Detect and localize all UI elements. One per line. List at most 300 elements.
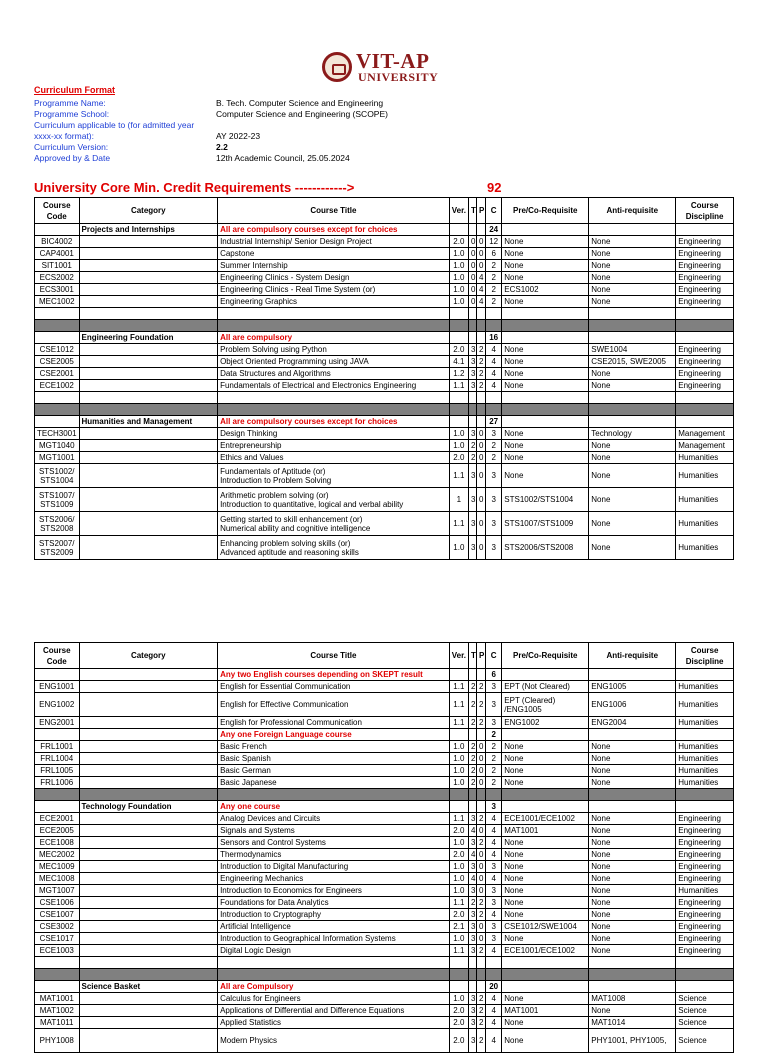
course-code: PHY1008 (35, 1029, 80, 1053)
blank-cell (486, 392, 502, 404)
practical-hours: 2 (477, 993, 486, 1005)
divider-cell (486, 789, 502, 801)
credits: 4 (486, 368, 502, 380)
anti-requisite: None (589, 777, 676, 789)
course-code (35, 416, 80, 428)
blank-cell (449, 729, 468, 741)
course-discipline: Humanities (676, 885, 734, 897)
credits: 4 (486, 380, 502, 392)
course-discipline: Management (676, 440, 734, 452)
version: 1.0 (449, 837, 468, 849)
blank-cell (676, 392, 734, 404)
course-title: Introduction to Cryptography (218, 909, 450, 921)
category-note: Any one course (218, 801, 450, 813)
credits: 2 (486, 741, 502, 753)
anti-requisite: CSE2015, SWE2005 (589, 356, 676, 368)
category-credits: 27 (486, 416, 502, 428)
credits: 3 (486, 464, 502, 488)
blank-cell (468, 801, 476, 813)
anti-requisite: None (589, 1005, 676, 1017)
practical-hours: 0 (477, 765, 486, 777)
blank-cell (79, 308, 218, 320)
category-name (79, 813, 218, 825)
anti-requisite: None (589, 380, 676, 392)
version: 1.0 (449, 993, 468, 1005)
category-note: All are compulsory courses except for choices (218, 416, 450, 428)
course-code: FRL1004 (35, 753, 80, 765)
blank-cell (589, 416, 676, 428)
course-code: FRL1001 (35, 741, 80, 753)
category-name (79, 248, 218, 260)
theory-hours: 2 (468, 717, 476, 729)
meta-value: B. Tech. Computer Science and Engineering (216, 98, 384, 108)
anti-requisite: None (589, 464, 676, 488)
practical-hours: 0 (477, 512, 486, 536)
version: 1.0 (449, 248, 468, 260)
category-name: Science Basket (79, 981, 218, 993)
version: 2.1 (449, 921, 468, 933)
anti-requisite: MAT1008 (589, 993, 676, 1005)
prerequisite: STS2006/STS2008 (502, 536, 589, 560)
meta-value: AY 2022-23 (216, 131, 261, 141)
category-note: Any two English courses depending on SKEPT result (218, 669, 450, 681)
course-code: ECE1002 (35, 380, 80, 392)
category-note: All are compulsory courses except for choices (218, 224, 450, 236)
column-header: Anti-requisite (589, 198, 676, 224)
course-discipline: Engineering (676, 933, 734, 945)
theory-hours: 4 (468, 873, 476, 885)
theory-hours: 4 (468, 825, 476, 837)
credits: 2 (486, 765, 502, 777)
blank-cell (589, 981, 676, 993)
prerequisite: None (502, 428, 589, 440)
prerequisite: None (502, 380, 589, 392)
category-name (79, 993, 218, 1005)
practical-hours: 2 (477, 380, 486, 392)
blank-cell (35, 392, 80, 404)
meta-label: Approved by & Date (34, 153, 111, 163)
version: 1.0 (449, 777, 468, 789)
course-code (35, 981, 80, 993)
course-row (35, 741, 734, 753)
course-row (35, 717, 734, 729)
version: 2.0 (449, 1005, 468, 1017)
core-credit-requirement (34, 180, 504, 198)
blank-cell (218, 308, 450, 320)
course-discipline: Engineering (676, 813, 734, 825)
course-code: ENG2001 (35, 717, 80, 729)
course-code: SIT1001 (35, 260, 80, 272)
column-header: Course Title (218, 198, 450, 224)
credits: 3 (486, 681, 502, 693)
category-name (79, 873, 218, 885)
course-discipline: Engineering (676, 897, 734, 909)
course-code: MEC1002 (35, 296, 80, 308)
credits: 4 (486, 825, 502, 837)
prerequisite: None (502, 861, 589, 873)
course-row (35, 440, 734, 452)
course-code: STS1002/ STS1004 (35, 464, 80, 488)
credits: 2 (486, 777, 502, 789)
course-title: Summer Internship (218, 260, 450, 272)
course-row (35, 813, 734, 825)
prerequisite: None (502, 993, 589, 1005)
credits: 2 (486, 296, 502, 308)
divider-cell (468, 789, 476, 801)
practical-hours: 2 (477, 344, 486, 356)
divider-cell (589, 969, 676, 981)
practical-hours: 0 (477, 236, 486, 248)
course-code (35, 224, 80, 236)
blank-cell (477, 308, 486, 320)
course-code: MGT1040 (35, 440, 80, 452)
course-discipline: Humanities (676, 765, 734, 777)
theory-hours: 2 (468, 777, 476, 789)
blank-cell (589, 332, 676, 344)
divider-cell (79, 320, 218, 332)
version: 1.1 (449, 813, 468, 825)
course-code: MGT1007 (35, 885, 80, 897)
category-name (79, 717, 218, 729)
course-discipline: Humanities (676, 452, 734, 464)
divider-cell (35, 320, 80, 332)
anti-requisite: PHY1001, PHY1005, (589, 1029, 676, 1053)
meta-value: 12th Academic Council, 25.05.2024 (216, 153, 350, 163)
anti-requisite: None (589, 248, 676, 260)
anti-requisite: Technology (589, 428, 676, 440)
version: 1.1 (449, 464, 468, 488)
blank-cell (486, 957, 502, 969)
version: 1.1 (449, 717, 468, 729)
blank-cell (502, 729, 589, 741)
category-name (79, 753, 218, 765)
anti-requisite: None (589, 260, 676, 272)
course-row (35, 296, 734, 308)
version: 1.0 (449, 536, 468, 560)
blank-cell (79, 392, 218, 404)
course-code: ECE2001 (35, 813, 80, 825)
prerequisite: MAT1001 (502, 825, 589, 837)
course-row (35, 693, 734, 717)
anti-requisite: None (589, 909, 676, 921)
blank-cell (449, 224, 468, 236)
course-discipline: Science (676, 1029, 734, 1053)
practical-hours: 0 (477, 536, 486, 560)
prerequisite: ECS1002 (502, 284, 589, 296)
category-name (79, 729, 218, 741)
course-row (35, 248, 734, 260)
divider-cell (449, 404, 468, 416)
course-row (35, 428, 734, 440)
version: 1.1 (449, 681, 468, 693)
category-credits: 24 (486, 224, 502, 236)
course-discipline: Management (676, 428, 734, 440)
anti-requisite: None (589, 849, 676, 861)
course-discipline: Engineering (676, 837, 734, 849)
course-title: Ethics and Values (218, 452, 450, 464)
divider-cell (676, 789, 734, 801)
course-discipline: Engineering (676, 873, 734, 885)
practical-hours: 2 (477, 813, 486, 825)
course-title: Capstone (218, 248, 450, 260)
blank-cell (449, 669, 468, 681)
course-code: CSE1017 (35, 933, 80, 945)
column-header: Category (79, 643, 218, 669)
course-code: MEC2002 (35, 849, 80, 861)
version: 1.0 (449, 753, 468, 765)
course-title: Digital Logic Design (218, 945, 450, 957)
prerequisite: None (502, 753, 589, 765)
practical-hours: 0 (477, 464, 486, 488)
theory-hours: 3 (468, 933, 476, 945)
theory-hours: 3 (468, 488, 476, 512)
divider-cell (449, 320, 468, 332)
course-title: Modern Physics (218, 1029, 450, 1053)
column-header: T (468, 643, 476, 669)
blank-cell (449, 981, 468, 993)
column-header: C (486, 643, 502, 669)
divider-cell (502, 789, 589, 801)
divider-cell (218, 969, 450, 981)
category-note: All are Compulsory (218, 981, 450, 993)
theory-hours: 3 (468, 464, 476, 488)
course-code: BIC4002 (35, 236, 80, 248)
category-name (79, 681, 218, 693)
course-code: ECS2002 (35, 272, 80, 284)
course-code: CSE1012 (35, 344, 80, 356)
meta-label: Programme School: (34, 109, 110, 119)
course-code: MEC1008 (35, 873, 80, 885)
course-title: Artificial Intelligence (218, 921, 450, 933)
version: 2.0 (449, 236, 468, 248)
blank-cell (449, 801, 468, 813)
prerequisite: None (502, 1029, 589, 1053)
course-row (35, 945, 734, 957)
course-row (35, 236, 734, 248)
logo-subtitle: UNIVERSITY (358, 70, 439, 84)
anti-requisite: ENG1006 (589, 693, 676, 717)
course-discipline: Humanities (676, 741, 734, 753)
version: 1.0 (449, 260, 468, 272)
blank-cell (477, 332, 486, 344)
credits: 4 (486, 1029, 502, 1053)
credits: 4 (486, 873, 502, 885)
blank-cell (502, 224, 589, 236)
course-row (35, 512, 734, 536)
divider-cell (477, 320, 486, 332)
category-name (79, 1017, 218, 1029)
course-code: STS1007/ STS1009 (35, 488, 80, 512)
divider-cell (449, 969, 468, 981)
credits: 3 (486, 885, 502, 897)
prerequisite: None (502, 356, 589, 368)
logo-title: VIT-AP (356, 49, 430, 73)
course-row (35, 1005, 734, 1017)
meta-row (34, 153, 434, 164)
category-credits: 6 (486, 669, 502, 681)
course-row (35, 825, 734, 837)
theory-hours: 2 (468, 440, 476, 452)
course-row (35, 873, 734, 885)
course-title: Analog Devices and Circuits (218, 813, 450, 825)
course-title: Basic French (218, 741, 450, 753)
category-name: Technology Foundation (79, 801, 218, 813)
meta-row (34, 109, 434, 120)
section-divider (35, 789, 734, 801)
course-title: Getting started to skill enhancement (or) Numerical ability and cognitive intelligence (218, 512, 450, 536)
category-credits: 16 (486, 332, 502, 344)
course-row (35, 849, 734, 861)
theory-hours: 4 (468, 849, 476, 861)
course-discipline: Humanities (676, 693, 734, 717)
course-row (35, 885, 734, 897)
theory-hours: 0 (468, 296, 476, 308)
course-code: ECE1008 (35, 837, 80, 849)
course-row (35, 765, 734, 777)
course-code: CSE1007 (35, 909, 80, 921)
course-title: Introduction to Geographical Information Systems (218, 933, 450, 945)
anti-requisite: None (589, 813, 676, 825)
credits: 4 (486, 909, 502, 921)
divider-cell (79, 404, 218, 416)
divider-cell (676, 404, 734, 416)
course-code: CSE2001 (35, 368, 80, 380)
anti-requisite: None (589, 741, 676, 753)
blank-cell (589, 729, 676, 741)
category-name: Projects and Internships (79, 224, 218, 236)
course-title: Sensors and Control Systems (218, 837, 450, 849)
course-discipline: Engineering (676, 909, 734, 921)
anti-requisite: None (589, 368, 676, 380)
practical-hours: 4 (477, 284, 486, 296)
category-row (35, 801, 734, 813)
category-name (79, 344, 218, 356)
category-name (79, 536, 218, 560)
divider-cell (468, 404, 476, 416)
practical-hours: 2 (477, 897, 486, 909)
divider-cell (477, 404, 486, 416)
curriculum-meta (34, 85, 434, 164)
prerequisite: ECE1001/ECE1002 (502, 945, 589, 957)
course-title: English for Essential Communication (218, 681, 450, 693)
course-row (35, 897, 734, 909)
category-row (35, 981, 734, 993)
version: 1.1 (449, 512, 468, 536)
divider-cell (468, 320, 476, 332)
blank-row (35, 957, 734, 969)
version: 1.0 (449, 873, 468, 885)
blank-cell (589, 308, 676, 320)
course-row (35, 356, 734, 368)
curriculum-table-1 (34, 197, 734, 560)
blank-cell (676, 729, 734, 741)
course-title: Design Thinking (218, 428, 450, 440)
theory-hours: 3 (468, 813, 476, 825)
category-name (79, 488, 218, 512)
core-credit-label: University Core Min. Credit Requirements ------------> (34, 180, 355, 195)
category-name (79, 945, 218, 957)
prerequisite: None (502, 272, 589, 284)
theory-hours: 3 (468, 356, 476, 368)
blank-cell (477, 729, 486, 741)
blank-cell (468, 392, 476, 404)
credits: 3 (486, 933, 502, 945)
divider-cell (218, 789, 450, 801)
anti-requisite: None (589, 765, 676, 777)
credits: 4 (486, 356, 502, 368)
version: 2.0 (449, 825, 468, 837)
course-title: Engineering Clinics - Real Time System (or) (218, 284, 450, 296)
prerequisite: None (502, 260, 589, 272)
anti-requisite: SWE1004 (589, 344, 676, 356)
theory-hours: 3 (468, 837, 476, 849)
prerequisite: None (502, 464, 589, 488)
course-discipline: Engineering (676, 825, 734, 837)
category-name (79, 356, 218, 368)
course-title: Introduction to Economics for Engineers (218, 885, 450, 897)
meta-row (34, 142, 434, 153)
prerequisite: None (502, 1017, 589, 1029)
theory-hours: 3 (468, 344, 476, 356)
course-row (35, 260, 734, 272)
course-title: Basic German (218, 765, 450, 777)
prerequisite: None (502, 909, 589, 921)
course-discipline: Humanities (676, 536, 734, 560)
anti-requisite: None (589, 945, 676, 957)
course-code: ECE1003 (35, 945, 80, 957)
theory-hours: 2 (468, 681, 476, 693)
column-header: P (477, 643, 486, 669)
anti-requisite: None (589, 452, 676, 464)
course-title: Applications of Differential and Difference Equations (218, 1005, 450, 1017)
category-credits: 3 (486, 801, 502, 813)
credits: 6 (486, 248, 502, 260)
blank-cell (468, 332, 476, 344)
theory-hours: 3 (468, 885, 476, 897)
course-code (35, 729, 80, 741)
column-header: Course Discipline (676, 643, 734, 669)
column-header: Ver. (449, 643, 468, 669)
category-name (79, 765, 218, 777)
blank-cell (468, 308, 476, 320)
course-row (35, 284, 734, 296)
section-divider (35, 320, 734, 332)
credits: 3 (486, 717, 502, 729)
course-discipline: Engineering (676, 945, 734, 957)
version: 1.0 (449, 861, 468, 873)
column-header: Course Code (35, 198, 80, 224)
course-row (35, 380, 734, 392)
practical-hours: 0 (477, 440, 486, 452)
version: 2.0 (449, 1029, 468, 1053)
meta-label: Curriculum Version: (34, 142, 109, 152)
category-name (79, 909, 218, 921)
theory-hours: 3 (468, 512, 476, 536)
credits: 4 (486, 993, 502, 1005)
prerequisite: None (502, 873, 589, 885)
course-row (35, 452, 734, 464)
version: 1.0 (449, 885, 468, 897)
category-name (79, 669, 218, 681)
anti-requisite: MAT1014 (589, 1017, 676, 1029)
category-name (79, 897, 218, 909)
column-header: P (477, 198, 486, 224)
version: 1.0 (449, 296, 468, 308)
category-name (79, 693, 218, 717)
credits: 3 (486, 536, 502, 560)
blank-cell (449, 416, 468, 428)
course-discipline: Engineering (676, 248, 734, 260)
